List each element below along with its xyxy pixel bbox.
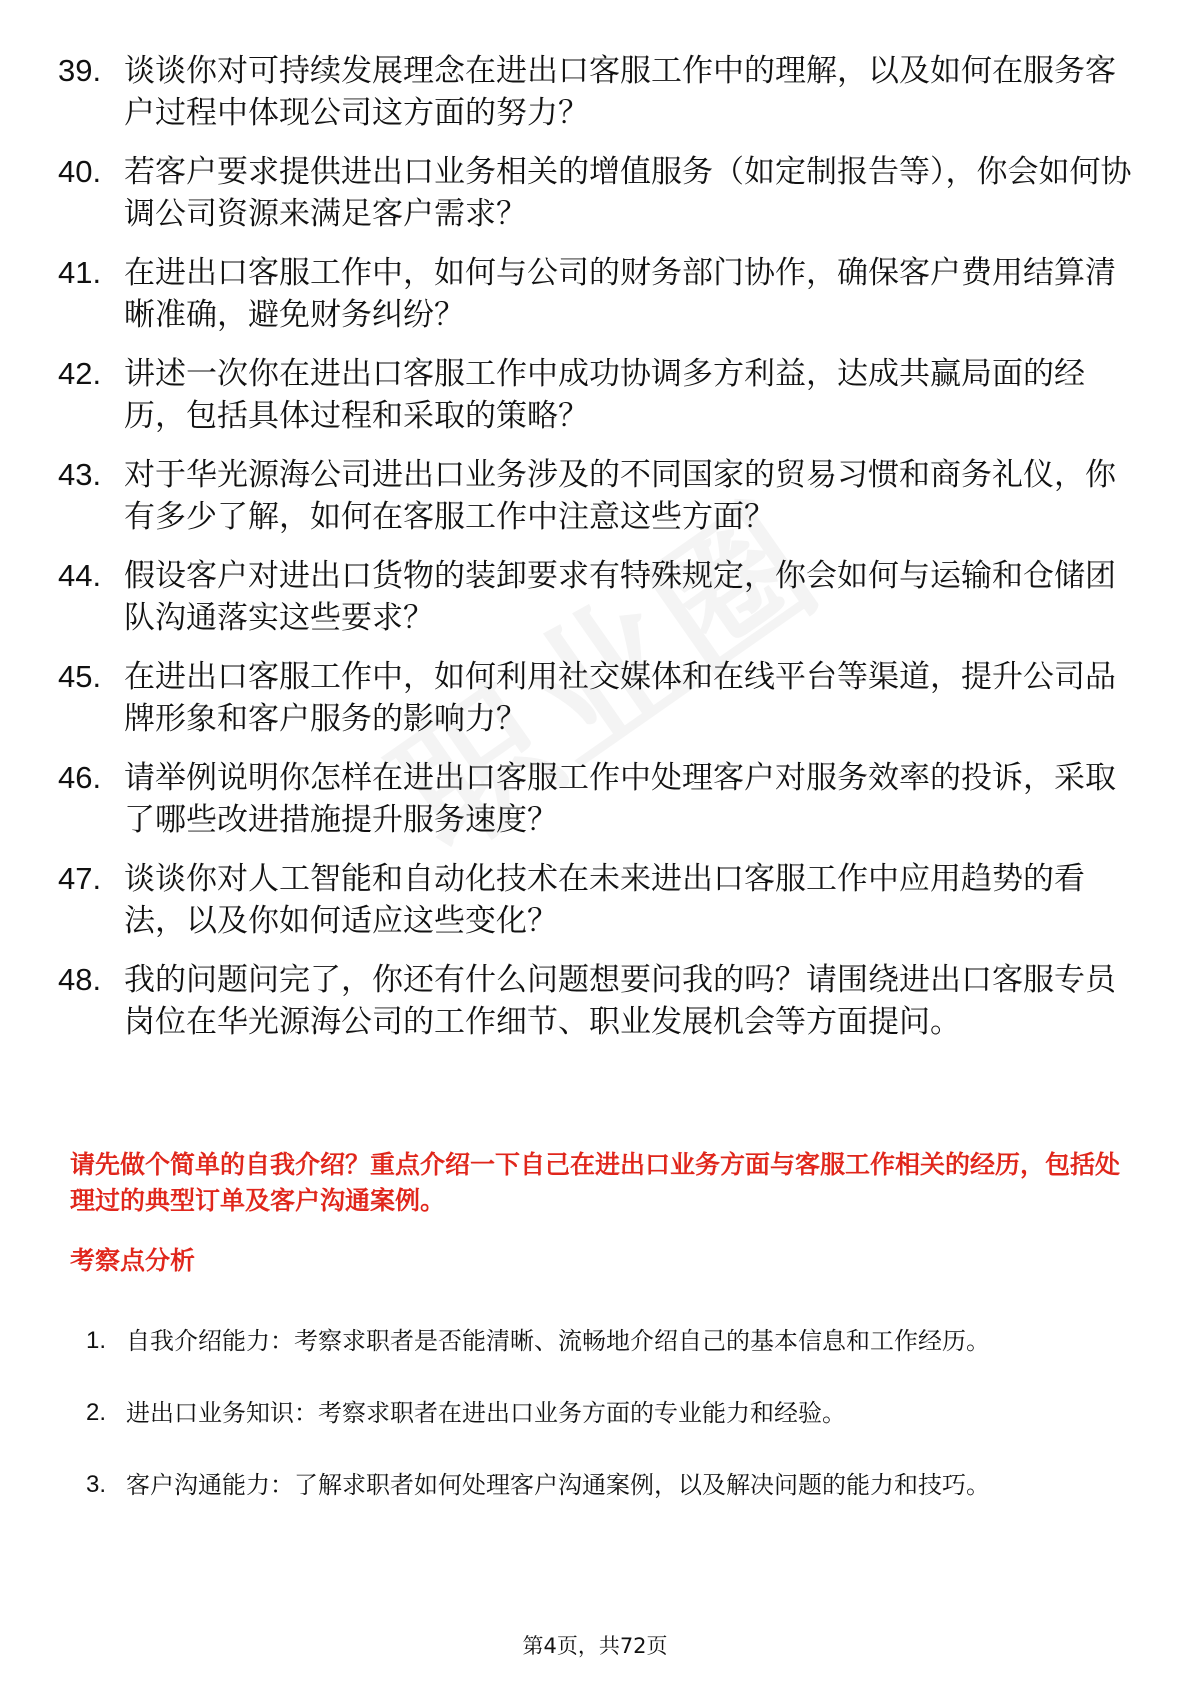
- highlight-question: 请先做个简单的自我介绍？重点介绍一下自己在进出口业务方面与客服工作相关的经历，包括处理过的典型订单及客户沟通案例。: [70, 1150, 1121, 1215]
- question-number: 43.: [58, 457, 102, 492]
- analysis-number: 2.: [86, 1399, 107, 1426]
- question-item: [58, 858, 1138, 942]
- question-text: 若客户要求提供进出口业务相关的增值服务（如定制报告等），你会如何协调公司资源来满足客户需求？: [124, 154, 1132, 232]
- question-text: 谈谈你对可持续发展理念在进出口客服工作中的理解，以及如何在服务客户过程中体现公司这方面的努力？: [124, 53, 1116, 131]
- question-number: 39.: [58, 53, 102, 88]
- analysis-number: 1.: [86, 1327, 107, 1354]
- analysis-heading: 考察点分析: [70, 1246, 196, 1275]
- analysis-number: 3.: [86, 1471, 107, 1498]
- question-number: 41.: [58, 255, 102, 290]
- analysis-list: [86, 1310, 1130, 1526]
- question-number: 44.: [58, 558, 102, 593]
- analysis-text: 客户沟通能力：了解求职者如何处理客户沟通案例，以及解决问题的能力和技巧。: [126, 1471, 990, 1499]
- question-item: [58, 959, 1138, 1043]
- question-number: 46.: [58, 760, 102, 795]
- question-item: [58, 252, 1138, 336]
- question-item: [58, 151, 1138, 235]
- question-number: 47.: [58, 861, 102, 896]
- question-item: [58, 353, 1138, 437]
- analysis-item: [86, 1454, 1130, 1516]
- question-number: 45.: [58, 659, 102, 694]
- question-text: 对于华光源海公司进出口业务涉及的不同国家的贸易习惯和商务礼仪，你有多少了解，如何在客服工作中注意这些方面？: [124, 457, 1116, 535]
- question-list: [58, 50, 1138, 1060]
- question-item: [58, 757, 1138, 841]
- question-text: 在进出口客服工作中，如何利用社交媒体和在线平台等渠道，提升公司品牌形象和客户服务的影响力？: [124, 659, 1116, 737]
- page-footer: 第4页，共72页: [522, 1634, 668, 1658]
- analysis-item: [86, 1382, 1130, 1444]
- question-item: [58, 656, 1138, 740]
- question-text: 谈谈你对人工智能和自动化技术在未来进出口客服工作中应用趋势的看法，以及你如何适应这些变化？: [124, 861, 1085, 939]
- analysis-text: 自我介绍能力：考察求职者是否能清晰、流畅地介绍自己的基本信息和工作经历。: [126, 1327, 990, 1355]
- question-number: 42.: [58, 356, 102, 391]
- question-number: 40.: [58, 154, 102, 189]
- question-text: 讲述一次你在进出口客服工作中成功协调多方利益，达成共赢局面的经历，包括具体过程和采取的策略？: [124, 356, 1085, 434]
- analysis-item: [86, 1310, 1130, 1372]
- question-item: [58, 454, 1138, 538]
- question-item: [58, 50, 1138, 134]
- question-text: 请举例说明你怎样在进出口客服工作中处理客户对服务效率的投诉，采取了哪些改进措施提升服务速度？: [124, 760, 1116, 838]
- question-text: 我的问题问完了，你还有什么问题想要问我的吗？请围绕进出口客服专员岗位在华光源海公司的工作细节、职业发展机会等方面提问。: [124, 962, 1116, 1040]
- question-number: 48.: [58, 962, 102, 997]
- question-item: [58, 555, 1138, 639]
- analysis-text: 进出口业务知识：考察求职者在进出口业务方面的专业能力和经验。: [126, 1399, 846, 1427]
- question-text: 假设客户对进出口货物的装卸要求有特殊规定，你会如何与运输和仓储团队沟通落实这些要求？: [124, 558, 1116, 636]
- question-text: 在进出口客服工作中，如何与公司的财务部门协作，确保客户费用结算清晰准确，避免财务纠纷？: [124, 255, 1116, 333]
